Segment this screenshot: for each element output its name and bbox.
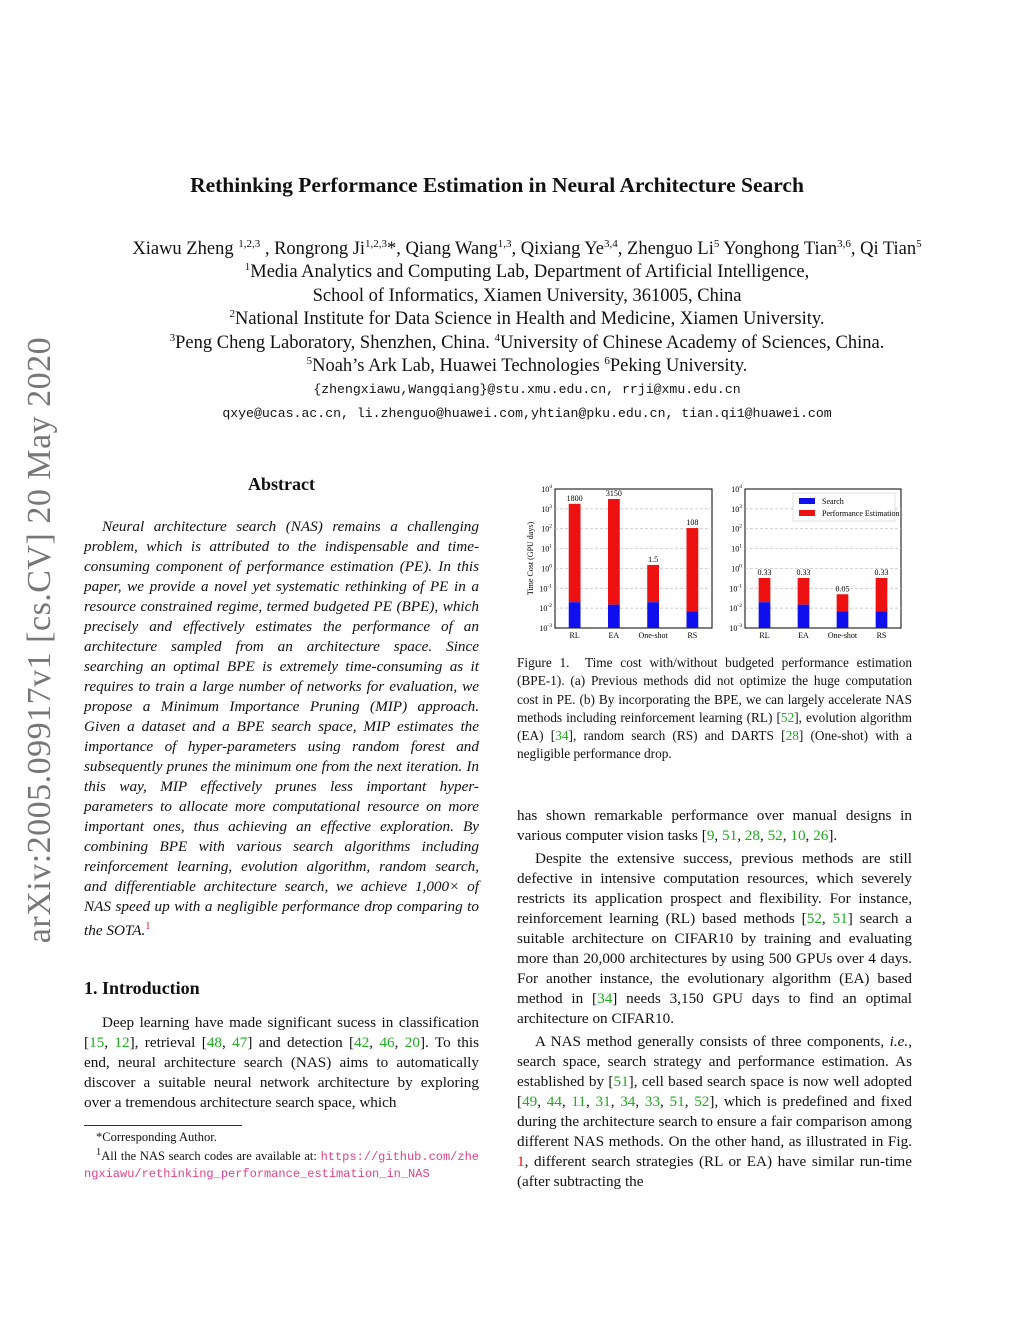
bar-performance-estimation <box>608 499 620 605</box>
author-name: , Zhenguo Li <box>617 239 714 259</box>
bar-data-label: 108 <box>686 518 699 528</box>
author-name: , Rongrong Ji <box>260 239 366 259</box>
body-text: ] search a suitable architecture on CIFAR10 by training and evaluating more than 20,000 architectures by using 500 GPUs over 4 days. For another instance, the evolutionary algorithm (EA) based method in [ <box>517 910 913 1007</box>
x-tick-label: EA <box>798 631 809 640</box>
body-text: , search space, search strategy and performance estimation. As established by [ <box>517 1033 912 1090</box>
bar-data-label: 1800 <box>566 493 583 503</box>
bar-search <box>837 611 849 628</box>
y-tick-label: $10^4$ <box>541 484 552 494</box>
bar-performance-estimation <box>569 504 581 602</box>
caption-text: ] (One-shot) with a negligible performance drop. <box>517 728 913 762</box>
right-column-body: has shown remarkable performance over manual designs in various computer vision tasks [9, 51, 28, 52, 10, 26]. Despite the extensive success, previous methods are still defective in intensive computation resources, which severely restricts its application prospect and flexibility. For instance, reinforcement learning (RL) based methods [52, 51] search a suitable architecture on CIFAR10 by training and evaluating more than 20,000 architectures by using 500 GPUs over 4 days. For another instance, the evolutionary algorithm (EA) based method in [34] needs 3,150 GPU days to find an optimal architecture on CIFAR10. A NAS method generally consists of three components, i.e., search space, search strategy and performance estimation. As established by [51], cell based search space is now well adopted [49, 44, 11, 31, 34, 33, 51, 52], which is predefined and fixed during the architecture search to ensure a fair comparison among different NAS methods. On the other hand, as illustrated in Fig. 1, different search strategies (RL or EA) have similar run-time (after subtracting the <box>517 807 913 1190</box>
citation-link[interactable]: 51 <box>722 827 738 844</box>
intro-text: Deep learning have made significant sucess in classification [ <box>84 1014 479 1051</box>
author-affil-sup: 1,2,3 <box>365 237 388 250</box>
bar-search <box>647 602 659 628</box>
author-names <box>60 238 994 261</box>
bar-data-label: 0.33 <box>757 567 772 577</box>
caption-text: ], evolution algorithm (EA) [ <box>517 709 912 744</box>
bar-search <box>686 611 698 628</box>
author-affil-sup: 3,6 <box>837 237 851 250</box>
bar-search <box>608 605 620 628</box>
author-block <box>60 238 994 425</box>
legend-label-pe: Performance Estimation <box>822 509 900 518</box>
introduction-body: Deep learning have made significant sucess in classification [15, 12], retrieval [48, 47] and detection [42, 46, 20]. To this end, neural architecture search (NAS) aims to automatically discover a suitable neural network architecture by exploring over a tremendous architecture search space, which <box>84 1014 480 1111</box>
bar-data-label: 0.05 <box>835 584 850 594</box>
citation-link[interactable]: 10 <box>790 827 806 844</box>
bar-performance-estimation <box>647 565 659 602</box>
y-tick-label: $10^2$ <box>541 523 552 534</box>
bar-search <box>759 602 771 628</box>
citation-link[interactable]: 44 <box>546 1093 562 1110</box>
body-text: ], which is predefined and fixed during the architecture search to ensure a fair comparison among different NAS methods. On the other hand, as illustrated in Fig. <box>517 1093 912 1150</box>
paper-title: Rethinking Performance Estimation in Neural Architecture Search <box>190 173 804 197</box>
affiliation-1b: School of Informatics, Xiamen University, 361005, China <box>312 285 742 306</box>
citation-link[interactable]: 34 <box>597 990 613 1007</box>
author-affil-sup: 1,2,3 <box>238 237 261 250</box>
author-name: , Qi Tian <box>850 239 917 259</box>
citation-link[interactable]: 34 <box>620 1093 636 1110</box>
author-name: *, Qiang Wang <box>387 239 498 259</box>
caption-text: ], random search (RS) and DARTS [ <box>568 728 786 744</box>
x-tick-label: RS <box>687 631 698 640</box>
footnote-mark-link[interactable]: 1 <box>145 921 151 932</box>
affiliation-1: $^1$Media Analytics and Computing Lab, Department of Artificial Intelligence, <box>244 261 810 283</box>
citation-link[interactable]: 9 <box>706 827 715 844</box>
legend-swatch-pe <box>799 510 815 516</box>
footnote-1-mark: 1 <box>96 1147 102 1158</box>
y-tick-label: $10^{-3}$ <box>729 623 742 633</box>
citation-link[interactable]: 28 <box>744 827 760 844</box>
y-tick-label: $10^{-2}$ <box>729 603 742 614</box>
bar-search <box>798 605 810 628</box>
author-affil-sup: 3,4 <box>604 237 618 250</box>
x-tick-label: One-shot <box>827 631 858 640</box>
citation-link[interactable]: 34 <box>555 728 569 744</box>
abstract-heading: Abstract <box>248 474 315 494</box>
emails-line-1: {zhengxiawu,Wangqiang}@stu.xmu.edu.cn, rrji@xmu.edu.cn <box>313 382 741 398</box>
citation-link[interactable]: 33 <box>644 1093 661 1110</box>
bar-performance-estimation <box>837 594 849 611</box>
citation-link[interactable]: 48 <box>206 1034 222 1051</box>
y-tick-label: $10^0$ <box>541 563 552 574</box>
citation-link[interactable]: 52 <box>694 1093 710 1110</box>
y-tick-label: $10^{-3}$ <box>539 623 552 633</box>
y-tick-label: $10^3$ <box>731 503 742 514</box>
intro-text: ] and detection [ <box>247 1034 355 1051</box>
y-tick-label: $10^{-1}$ <box>729 583 742 594</box>
citation-link[interactable]: 42 <box>354 1034 370 1051</box>
bar-search <box>876 611 888 628</box>
x-tick-label: RL <box>759 631 770 640</box>
citation-link[interactable]: 52 <box>780 709 795 725</box>
y-tick-label: $10^{-1}$ <box>539 583 552 594</box>
body-text: Despite the extensive success, previous methods are still defective in intensive computation resources, which severely restricts its application prospect and flexibility. For instance, reinforcement learning (RL) based methods [ <box>517 850 912 927</box>
caption-label: Figure 1. <box>517 655 570 670</box>
y-tick-label: $10^{-2}$ <box>539 603 552 614</box>
x-tick-label: RL <box>569 631 580 640</box>
affiliation-2: $^2$National Institute for Data Science in Health and Medicine, Xiamen University. <box>229 308 825 330</box>
introduction-heading: 1. Introduction <box>84 978 200 998</box>
author-name: , Qixiang Ye <box>511 239 605 259</box>
y-axis-label: Time Cost (GPU days) <box>526 521 535 596</box>
bar-data-label: 1.5 <box>648 554 659 564</box>
citation-link[interactable]: 51 <box>613 1073 629 1090</box>
x-tick-label: One-shot <box>638 631 668 640</box>
bar-data-label: 0.33 <box>796 567 811 577</box>
citation-link[interactable]: 31 <box>595 1093 611 1110</box>
body-text: , different search strategies (RL or EA) have similar run-time (after subtracting the <box>517 1153 912 1190</box>
footnote-1-text: All the NAS search codes are available at: <box>101 1149 321 1164</box>
figure-1 <box>517 478 917 648</box>
citation-link[interactable]: 46 <box>379 1034 395 1051</box>
caption-text: Time cost with/without budgeted performance estimation (BPE-1). (a) Previous methods did not optimize the huge computation cost in PE. (b) By incorporating the BPE, we can largely accelerate NAS methods including reinforcement learning (RL) [ <box>517 655 912 725</box>
footnotes <box>84 1129 479 1182</box>
citation-link[interactable]: 47 <box>232 1034 248 1051</box>
legend-label-search: Search <box>822 497 844 506</box>
x-tick-label: EA <box>608 631 620 640</box>
arxiv-stamp <box>10 336 70 944</box>
bar-search <box>569 602 581 628</box>
affiliation-5-6: $^5$Noah’s Ark Lab, Huawei Technologies $^6$Peking University. <box>306 354 748 377</box>
citation-link[interactable]: 52 <box>806 910 822 927</box>
author-affil-sup: 5 <box>916 237 922 250</box>
citation-link[interactable]: 15 <box>89 1034 105 1051</box>
citation-link[interactable]: 51 <box>832 910 848 927</box>
figure-ref-link[interactable]: 1 <box>517 1153 525 1170</box>
intro-text: ], retrieval [ <box>129 1034 207 1051</box>
author-affil-sup: 1,3 <box>497 237 512 250</box>
bar-performance-estimation <box>759 578 771 602</box>
y-tick-label: $10^3$ <box>541 503 552 514</box>
x-tick-label: RS <box>876 631 887 640</box>
bar-performance-estimation <box>686 528 698 611</box>
bar-data-label: 0.33 <box>874 567 889 577</box>
y-tick-label: $10^2$ <box>731 523 742 534</box>
citation-link[interactable]: 11 <box>571 1093 587 1110</box>
citation-link[interactable]: 28 <box>785 728 799 744</box>
citation-link[interactable]: 12 <box>114 1034 130 1051</box>
body-text: ] needs 3,150 GPU days to find an optimal architecture on CIFAR10. <box>517 990 912 1027</box>
author-affil-sup: 5 <box>713 237 720 250</box>
body-text: ]. <box>828 827 838 844</box>
body-text-italic: i.e. <box>889 1033 909 1050</box>
citation-link[interactable]: 20 <box>404 1034 420 1051</box>
body-text: A NAS method generally consists of three components, <box>535 1033 890 1050</box>
footnote-corresponding: *Corresponding Author. <box>96 1130 217 1144</box>
y-tick-label: $10^4$ <box>731 484 742 494</box>
abstract-text: Neural architecture search (NAS) remains a challenging problem, which is attributed to the indispensable and time-consuming component of performance estimation (PE). In this paper, we provide a novel yet systematic rethinking of PE in a resource constrained regime, termed budgeted PE (BPE), which precisely and effectively estimates the performance of an architecture sampled from an architecture space. Since searching an optimal BPE is extremely time-consuming as it requires to train a large number of networks for evaluation, we propose a Minimum Importance Pruning (MIP) approach. Given a dataset and a BPE search space, MIP estimates the importance of hyper-parameters using random forest and subsequently prunes the minimum one from the next iteration. In this way, MIP effectively prunes less important hyper-parameters to allocate more computational resource on more important ones, thus achieving an effective exploration. By combining BPE with various search algorithms including reinforcement learning, evolution algorithm, random search, and differentiable architecture search, we achieve 1,000× of NAS speed up with a negligible performance drop comparing to the SOTA. <box>84 518 479 940</box>
author-name: Xiawu Zheng <box>132 239 239 259</box>
author-name: Yonghong Tian <box>719 239 838 259</box>
bar-performance-estimation <box>876 578 888 611</box>
legend-swatch-search <box>799 498 815 504</box>
intro-text: ]. To this end, neural architecture search (NAS) aims to automatically discover a suitable neural network architecture by exploring over a tremendous architecture search space, which <box>84 1034 480 1111</box>
body-text: ], cell based search space is now well adopted [ <box>517 1073 912 1110</box>
y-tick-label: $10^1$ <box>731 543 742 554</box>
citation-link[interactable]: 52 <box>767 827 783 844</box>
y-tick-label: $10^0$ <box>731 563 742 574</box>
figure-1-charts <box>517 478 917 648</box>
citation-link[interactable]: 49 <box>522 1093 538 1110</box>
abstract-body <box>84 517 479 941</box>
figure-1-caption <box>517 654 912 764</box>
body-text: has shown remarkable performance over manual designs in various computer vision tasks [ <box>517 807 912 844</box>
bar-performance-estimation <box>798 578 810 605</box>
footnote-rule <box>84 1125 242 1126</box>
arxiv-id-text: arXiv:2005.09917v1 [cs.CV] 20 May 2020 <box>21 336 58 944</box>
affiliation-3-4: $^3$Peng Cheng Laboratory, Shenzhen, China. $^4$University of Chinese Academy of Sciences, China. <box>169 331 885 353</box>
code-url-link[interactable]: https://github.com/zhengxiawu/rethinking_performance_estimation_in_NAS <box>84 1150 479 1182</box>
citation-link[interactable]: 26 <box>813 827 829 844</box>
citation-link[interactable]: 51 <box>669 1093 685 1110</box>
emails-line-2: qxye@ucas.ac.cn, li.zhenguo@huawei.com,yhtian@pku.edu.cn, tian.qi1@huawei.com <box>222 405 832 421</box>
bar-data-label: 3150 <box>605 488 622 498</box>
y-tick-label: $10^1$ <box>541 543 552 554</box>
